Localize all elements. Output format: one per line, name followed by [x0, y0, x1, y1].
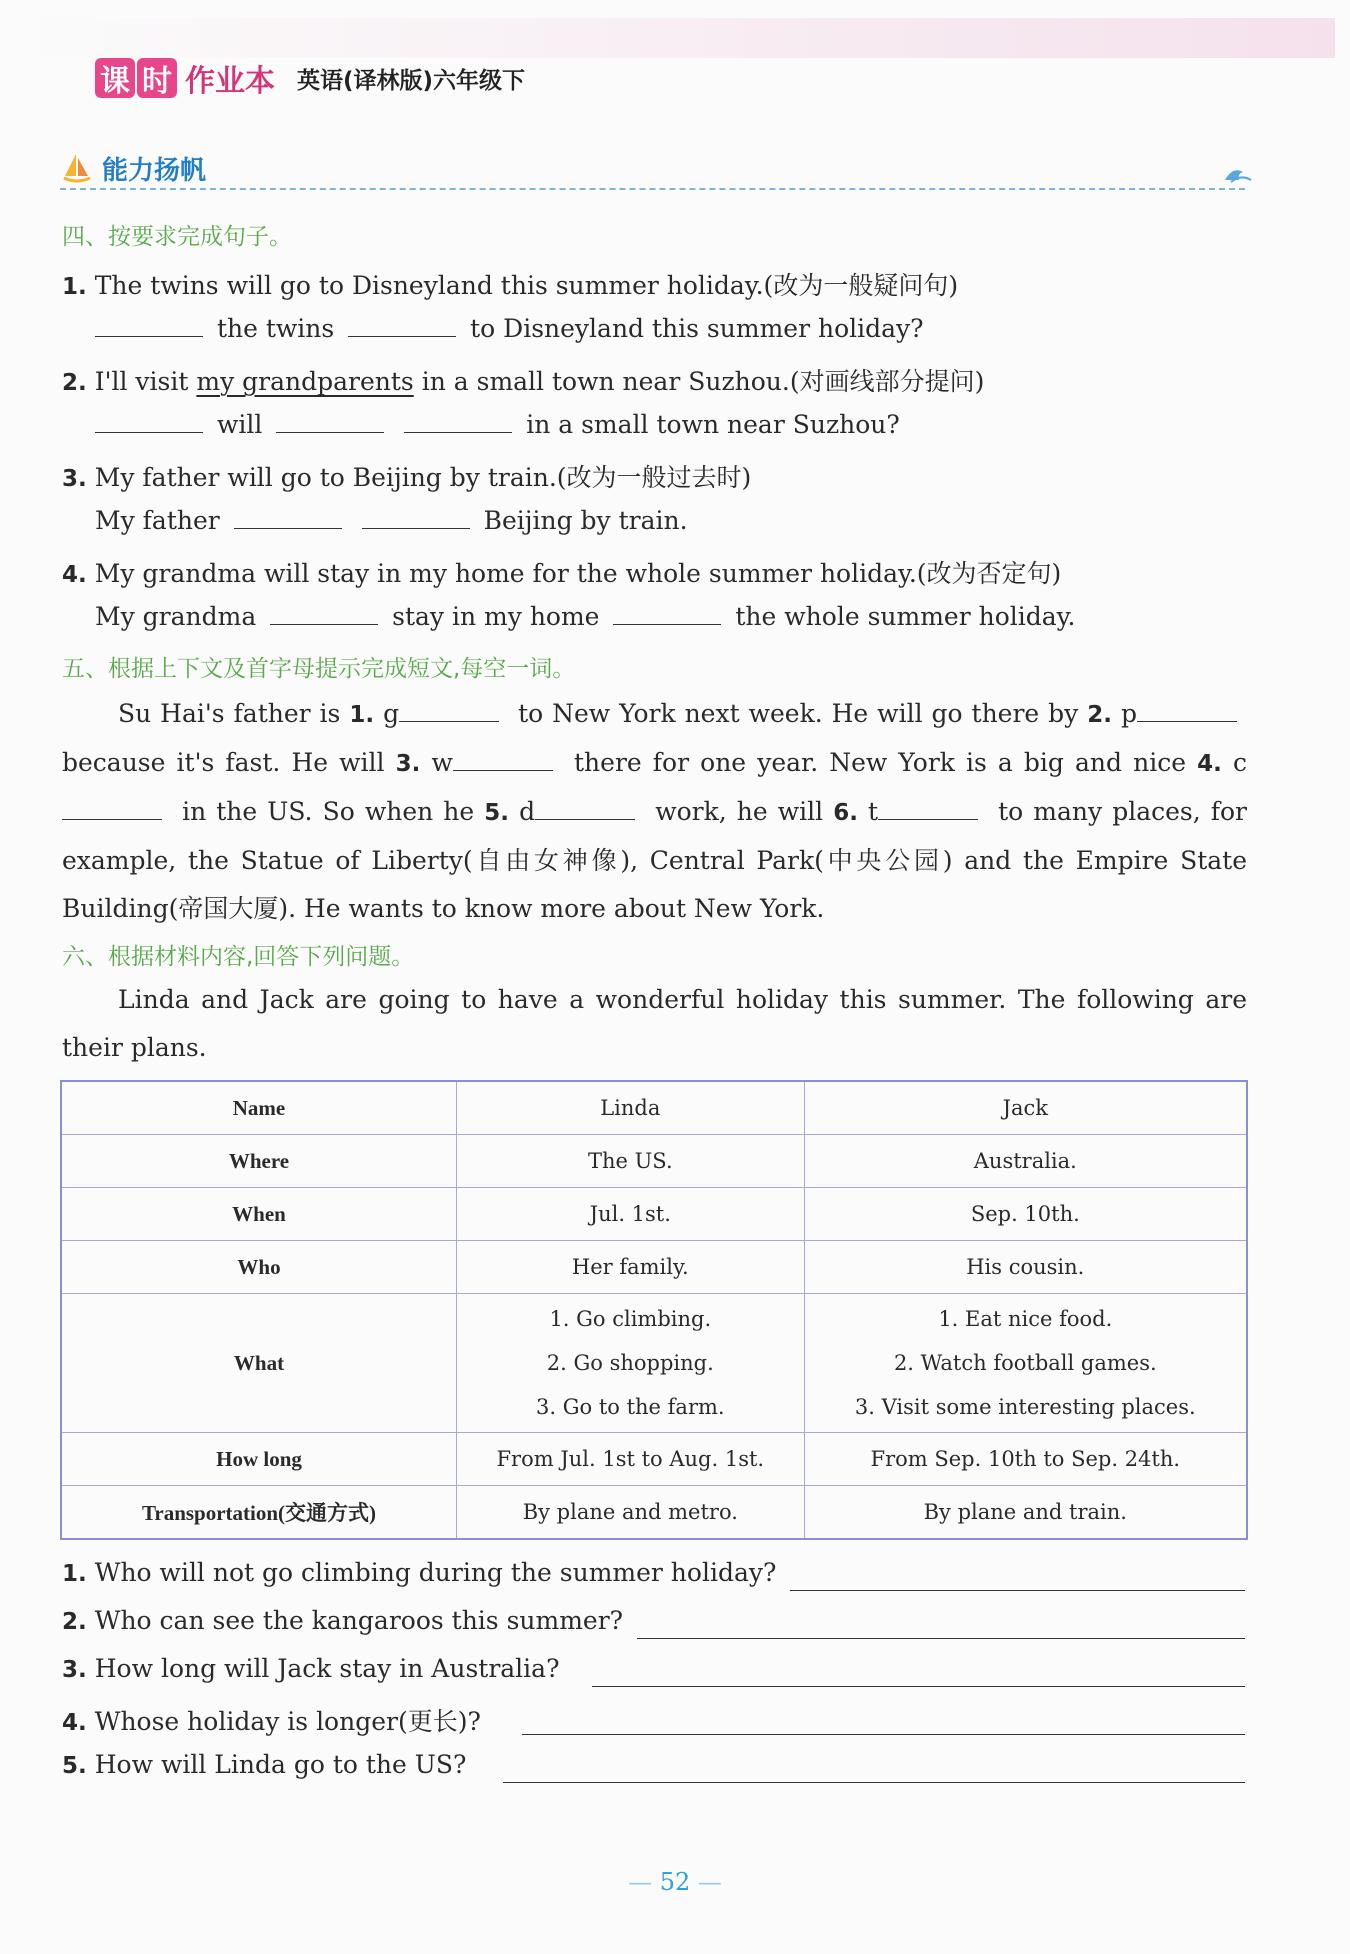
holiday-plans-table — [60, 1080, 1248, 1540]
passage-body — [62, 690, 1247, 933]
answer-text: to Disneyland this summer holiday? — [470, 314, 924, 343]
table-cell — [457, 1294, 805, 1433]
answer-line[interactable] — [592, 1686, 1245, 1687]
row-header: What — [61, 1294, 457, 1433]
answer-line-4-3 — [95, 506, 688, 535]
question-number: 3. — [62, 1657, 87, 1683]
question-number: 1. — [62, 1561, 87, 1587]
activity-item: 1. Eat nice food. — [938, 1307, 1113, 1331]
table-cell: Sep. 10th. — [804, 1188, 1247, 1241]
question-number: 1. — [62, 274, 87, 300]
row-header: Who — [61, 1241, 457, 1294]
answer-line[interactable] — [522, 1734, 1245, 1735]
answer-line[interactable] — [790, 1590, 1245, 1591]
answer-text: My grandma — [95, 602, 257, 631]
row-header: When — [61, 1188, 457, 1241]
answer-line-4-2 — [95, 410, 900, 439]
question-text: Who will not go climbing during the summer holiday? — [94, 1558, 777, 1587]
answer-text: the whole summer holiday. — [735, 602, 1076, 631]
exercise-6-title: 六、根据材料内容,回答下列问题。 — [62, 944, 415, 970]
table-row — [61, 1433, 1247, 1486]
question-4-1 — [62, 266, 958, 302]
logo-char: 时 — [137, 58, 177, 98]
passage-text: in the US. So when he — [182, 797, 475, 826]
blank-number: 3. — [395, 751, 421, 777]
answer-text: in a small town near Suzhou? — [526, 410, 900, 439]
blank-number: 4. — [1197, 751, 1222, 777]
table-cell: Jack — [804, 1081, 1247, 1135]
exercise-4-title: 四、按要求完成句子。 — [62, 224, 292, 250]
question-4-3 — [62, 458, 751, 494]
first-letter-hint: p — [1121, 699, 1138, 728]
activity-item: 2. Go shopping. — [546, 1351, 714, 1375]
answer-text: My father — [95, 506, 220, 535]
answer-blank[interactable] — [1137, 699, 1237, 722]
answer-blank[interactable] — [95, 314, 203, 337]
question-text: How long will Jack stay in Australia? — [94, 1654, 560, 1683]
table-row — [61, 1294, 1247, 1433]
passage-text: there for one year. New York is a big and nice — [574, 748, 1187, 777]
cloze-passage — [62, 690, 1247, 933]
first-letter-hint: w — [431, 748, 453, 777]
reading-intro — [62, 976, 1247, 1072]
first-letter-hint: t — [868, 797, 879, 826]
answer-blank[interactable] — [234, 506, 342, 529]
answer-blank[interactable] — [878, 797, 978, 820]
table-cell: From Jul. 1st to Aug. 1st. — [457, 1433, 805, 1486]
question-6-1 — [62, 1558, 776, 1587]
answer-blank[interactable] — [276, 410, 384, 433]
question-text: in a small town near Suzhou.(对画线部分提问) — [421, 367, 985, 396]
answer-blank[interactable] — [399, 699, 499, 722]
question-number: 2. — [62, 370, 87, 396]
page-number-value: 52 — [659, 1868, 691, 1896]
header — [95, 56, 525, 100]
question-text: My father will go to Beijing by train.(改为一般过去时) — [94, 463, 752, 492]
table-cell: Linda — [457, 1081, 805, 1135]
header-band — [20, 18, 1335, 58]
exercise-5-title: 五、根据上下文及首字母提示完成短文,每空一词。 — [62, 656, 576, 682]
table-row — [61, 1188, 1247, 1241]
answer-blank[interactable] — [362, 506, 470, 529]
table-cell: Australia. — [804, 1135, 1247, 1188]
table-cell: Jul. 1st. — [457, 1188, 805, 1241]
question-number: 4. — [62, 1710, 87, 1736]
row-header: Transportation(交通方式) — [61, 1486, 457, 1540]
answer-blank[interactable] — [613, 602, 721, 625]
answer-text: the twins — [216, 314, 335, 343]
answer-line-4-4 — [95, 602, 1075, 631]
question-number: 4. — [62, 562, 87, 588]
answer-text: Beijing by train. — [483, 506, 688, 535]
passage-text: to many places, for example, the Statue of Liberty(自由女神像), Central Park(中央公园) and the Empire State Building(帝国大厦). He wants to know more about New York. — [62, 797, 1248, 923]
book-subject: 英语(译林版)六年级下 — [297, 67, 526, 94]
page-number — [600, 1868, 750, 1896]
intro-text: Linda and Jack are going to have a wonderful holiday this summer. The following are their plans. — [62, 985, 1247, 1062]
table-cell: The US. — [457, 1135, 805, 1188]
question-text: I'll visit — [94, 367, 189, 396]
question-number: 2. — [62, 1609, 87, 1635]
activity-item: 2. Watch football games. — [893, 1351, 1157, 1375]
table-row — [61, 1135, 1247, 1188]
answer-blank[interactable] — [62, 797, 162, 820]
question-text: Who can see the kangaroos this summer? — [94, 1606, 624, 1635]
question-number: 5. — [62, 1753, 87, 1779]
answer-blank[interactable] — [348, 314, 456, 337]
table-row — [61, 1486, 1247, 1540]
question-number: 3. — [62, 466, 87, 492]
table-cell: From Sep. 10th to Sep. 24th. — [804, 1433, 1247, 1486]
underlined-phrase: my grandparents — [196, 367, 414, 396]
question-6-3 — [62, 1654, 559, 1683]
answer-blank[interactable] — [453, 748, 553, 771]
question-text: Whose holiday is longer(更长)? — [94, 1707, 481, 1736]
activity-item: 3. Visit some interesting places. — [854, 1395, 1196, 1419]
section-title: 能力扬帆 — [102, 156, 207, 186]
passage-text: Su Hai's father is — [118, 699, 341, 728]
first-letter-hint: d — [519, 797, 536, 826]
brand-logo — [95, 58, 179, 98]
passage-text: work, he will — [655, 797, 824, 826]
answer-text: will — [216, 410, 263, 439]
wave-icon — [1223, 162, 1253, 186]
passage-text: because it's fast. He will — [62, 748, 385, 777]
passage-text: to New York next week. He will go there by — [518, 699, 1079, 728]
first-letter-hint: c — [1233, 748, 1248, 777]
answer-blank[interactable] — [270, 602, 378, 625]
row-header: How long — [61, 1433, 457, 1486]
blank-number: 5. — [484, 800, 510, 826]
table-row — [61, 1081, 1247, 1135]
row-header: Where — [61, 1135, 457, 1188]
answer-blank[interactable] — [404, 410, 512, 433]
page-dash: — — [628, 1868, 653, 1896]
question-4-4 — [62, 554, 1061, 590]
table-cell: By plane and train. — [804, 1486, 1247, 1540]
activity-item: 1. Go climbing. — [549, 1307, 712, 1331]
first-letter-hint: g — [383, 699, 400, 728]
question-4-2 — [62, 362, 984, 398]
section-header — [60, 148, 1245, 190]
answer-line[interactable] — [503, 1782, 1245, 1783]
page-dash: — — [697, 1868, 722, 1896]
table-cell: His cousin. — [804, 1241, 1247, 1294]
question-text: The twins will go to Disneyland this summer holiday.(改为一般疑问句) — [94, 271, 959, 300]
answer-line-4-1 — [95, 314, 924, 343]
blank-number: 2. — [1087, 702, 1113, 728]
answer-blank[interactable] — [95, 410, 203, 433]
question-6-4 — [62, 1702, 481, 1738]
brand-name: 作业本 — [185, 64, 275, 99]
question-6-2 — [62, 1606, 623, 1635]
table-cell: By plane and metro. — [457, 1486, 805, 1540]
table-cell — [804, 1294, 1247, 1433]
blank-number: 1. — [349, 702, 375, 728]
answer-line[interactable] — [637, 1638, 1245, 1639]
activity-item: 3. Go to the farm. — [536, 1395, 725, 1419]
blank-number: 6. — [833, 800, 858, 826]
question-6-5 — [62, 1750, 466, 1779]
sailboat-icon — [62, 152, 92, 184]
answer-blank[interactable] — [535, 797, 635, 820]
row-header: Name — [61, 1081, 457, 1135]
logo-char: 课 — [95, 58, 135, 98]
table-cell: Her family. — [457, 1241, 805, 1294]
question-text: My grandma will stay in my home for the whole summer holiday.(改为否定句) — [94, 559, 1062, 588]
answer-text: stay in my home — [392, 602, 600, 631]
question-text: How will Linda go to the US? — [94, 1750, 467, 1779]
table-row — [61, 1241, 1247, 1294]
